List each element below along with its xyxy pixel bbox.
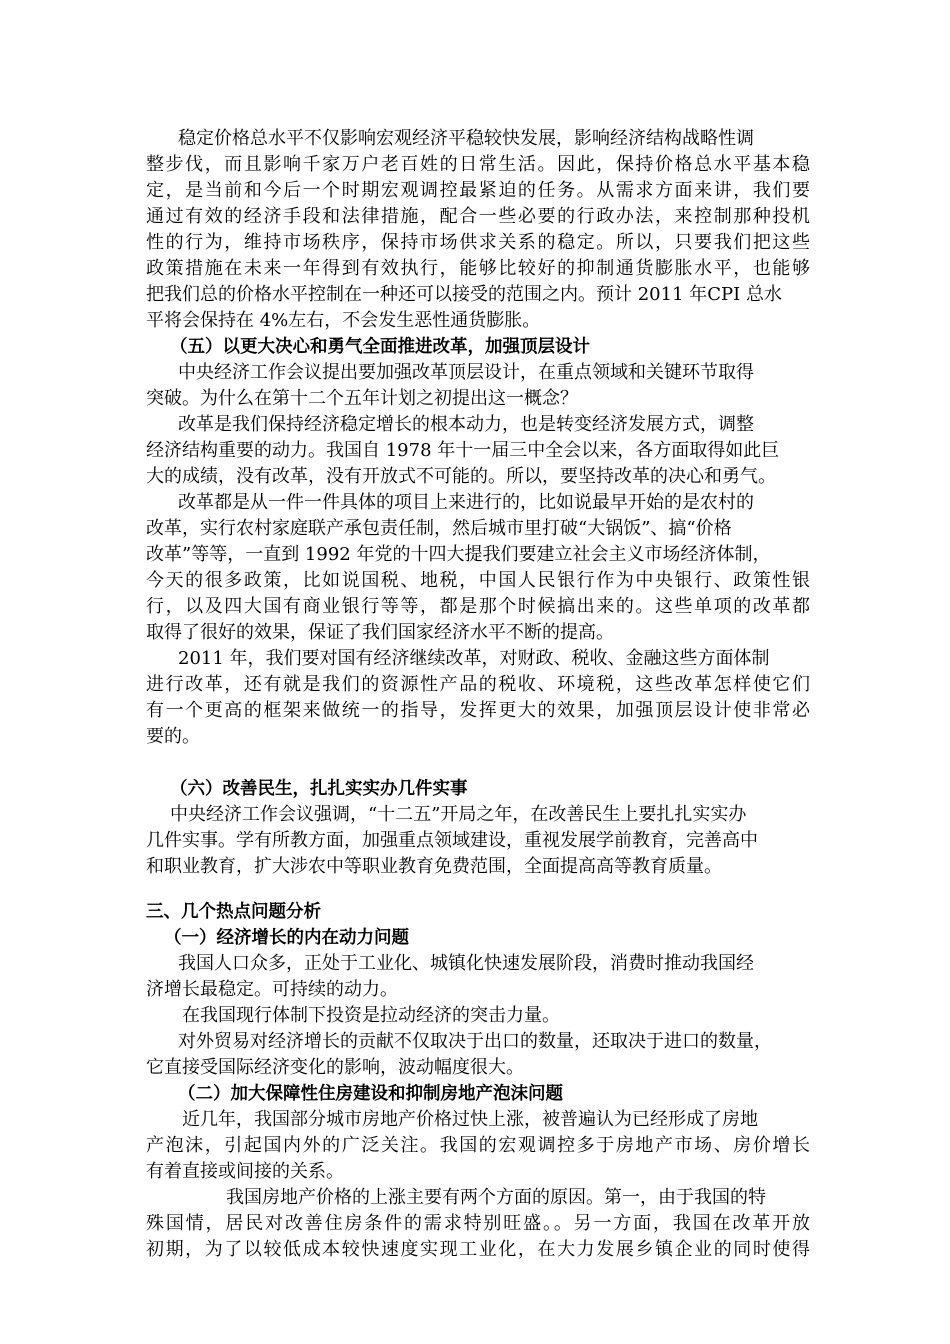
text-line: 有一个更高的框架来做统一的指导，发挥更大的效果，加强顶层设计使非常必 <box>146 700 810 721</box>
text-line: 突破。为什么在第十二个五年计划之初提出这一概念？ <box>146 388 578 409</box>
text-line: 稳定价格总水平不仅影响宏观经济平稳较快发展，影响经济结构战略性调 <box>178 128 754 149</box>
text-line: 经济结构重要的动力。我国自 1978 年十一届三中全会以来，各方面取得如此巨 <box>146 440 780 461</box>
text-line: 定，是当前和今后一个时期宏观调控最紧迫的任务。从需求方面来讲，我们要 <box>146 180 810 201</box>
text-line: 济增长最稳定。可持续的动力。 <box>146 979 398 1000</box>
text-line: 改革”等等，一直到 1992 年党的十四大提我们要建立社会主义市场经济体制， <box>146 544 771 565</box>
text-line: 我国人口众多，正处于工业化、城镇化快速发展阶段，消费时推动我国经 <box>178 953 754 974</box>
text-line: 把我们总的价格水平控制在一种还可以接受的范围之内。预计 2011 年CPI 总水 <box>146 284 782 305</box>
text-line: 通过有效的经济手段和法律措施，配合一些必要的行政办法，来控制那种投机 <box>146 206 810 227</box>
text-line: 进行改革，还有就是我们的资源性产品的税收、环境税，这些改革怎样使它们 <box>146 674 810 695</box>
text-line: 有着直接或间接的关系。 <box>146 1161 344 1182</box>
text-line: 2011 年，我们要对国有经济继续改革，对财政、税收、金融这些方面体制 <box>178 648 770 669</box>
text-line: 今天的很多政策，比如说国税、地税，中国人民银行作为中央银行、政策性银 <box>146 570 810 591</box>
section-heading: （五）以更大决心和勇气全面推进改革，加强顶层设计 <box>170 337 590 357</box>
text-line: 中央经济工作会议提出要加强改革顶层设计，在重点领域和关键环节取得 <box>178 362 754 383</box>
text-line: 取得了很好的效果，保证了我们国家经济水平不断的提高。 <box>146 622 614 643</box>
text-line: 对外贸易对经济增长的贡献不仅取决于出口的数量，还取决于进口的数量， <box>178 1031 772 1052</box>
section-heading: 三、几个热点问题分析 <box>146 902 321 922</box>
text-line: 政策措施在未来一年得到有效执行，能够比较好的抑制通货膨胀水平，也能够 <box>146 258 810 279</box>
text-line: 它直接受国际经济变化的影响，波动幅度很大。 <box>146 1057 524 1078</box>
text-line: 在我国现行体制下投资是拉动经济的突击力量。 <box>182 1005 560 1026</box>
text-line: 改革是我们保持经济稳定增长的根本动力，也是转变经济发展方式，调整 <box>178 414 754 435</box>
text-line: 几件实事。学有所教方面，加强重点领域建设，重视发展学前教育，完善高中 <box>146 830 758 851</box>
text-line: 要的。 <box>146 726 200 747</box>
text-line: 平将会保持在 4%左右，不会发生恶性通货膨胀。 <box>146 310 541 331</box>
text-line: 近几年，我国部分城市房地产价格过快上涨，被普遍认为已经形成了房地 <box>182 1109 758 1130</box>
text-line: 行，以及四大国有商业银行等等，都是那个时候搞出来的。这些单项的改革都 <box>146 596 810 617</box>
text-line: 改革都是从一件一件具体的项目上来进行的，比如说最早开始的是农村的 <box>178 492 754 513</box>
text-line: 我国房地产价格的上涨主要有两个方面的原因。第一，由于我国的特 <box>226 1187 766 1208</box>
text-line: 整步伐，而且影响千家万户老百姓的日常生活。因此，保持价格总水平基本稳 <box>146 154 810 175</box>
section-heading: （六）改善民生，扎扎实实办几件实事 <box>170 779 468 799</box>
text-line: 殊国情，居民对改善住房条件的需求特别旺盛。。另一方面，我国在改革开放 <box>146 1213 810 1234</box>
text-line: 中央经济工作会议强调，“十二五”开局之年，在改善民生上要扎扎实实办 <box>170 804 747 825</box>
text-line: 大的成绩，没有改革，没有开放式不可能的。所以，要坚持改革的决心和勇气。 <box>146 466 776 487</box>
text-line: 性的行为，维持市场秩序，保持市场供求关系的稳定。所以，只要我们把这些 <box>146 232 810 253</box>
text-line: 初期，为了以较低成本较快速度实现工业化，在大力发展乡镇企业的同时使得 <box>146 1239 810 1260</box>
text-line: 和职业教育，扩大涉农中等职业教育免费范围，全面提高高等教育质量。 <box>146 856 722 877</box>
section-heading: （一）经济增长的内在动力问题 <box>164 928 409 948</box>
section-heading: （二）加大保障性住房建设和抑制房地产泡沫问题 <box>178 1084 563 1104</box>
text-line: 产泡沫，引起国内外的广泛关注。我国的宏观调控多于房地产市场、房价增长 <box>146 1135 810 1156</box>
text-line: 改革，实行农村家庭联产承包责任制，然后城市里打破“大锅饭”、搞“价格 <box>146 518 732 539</box>
